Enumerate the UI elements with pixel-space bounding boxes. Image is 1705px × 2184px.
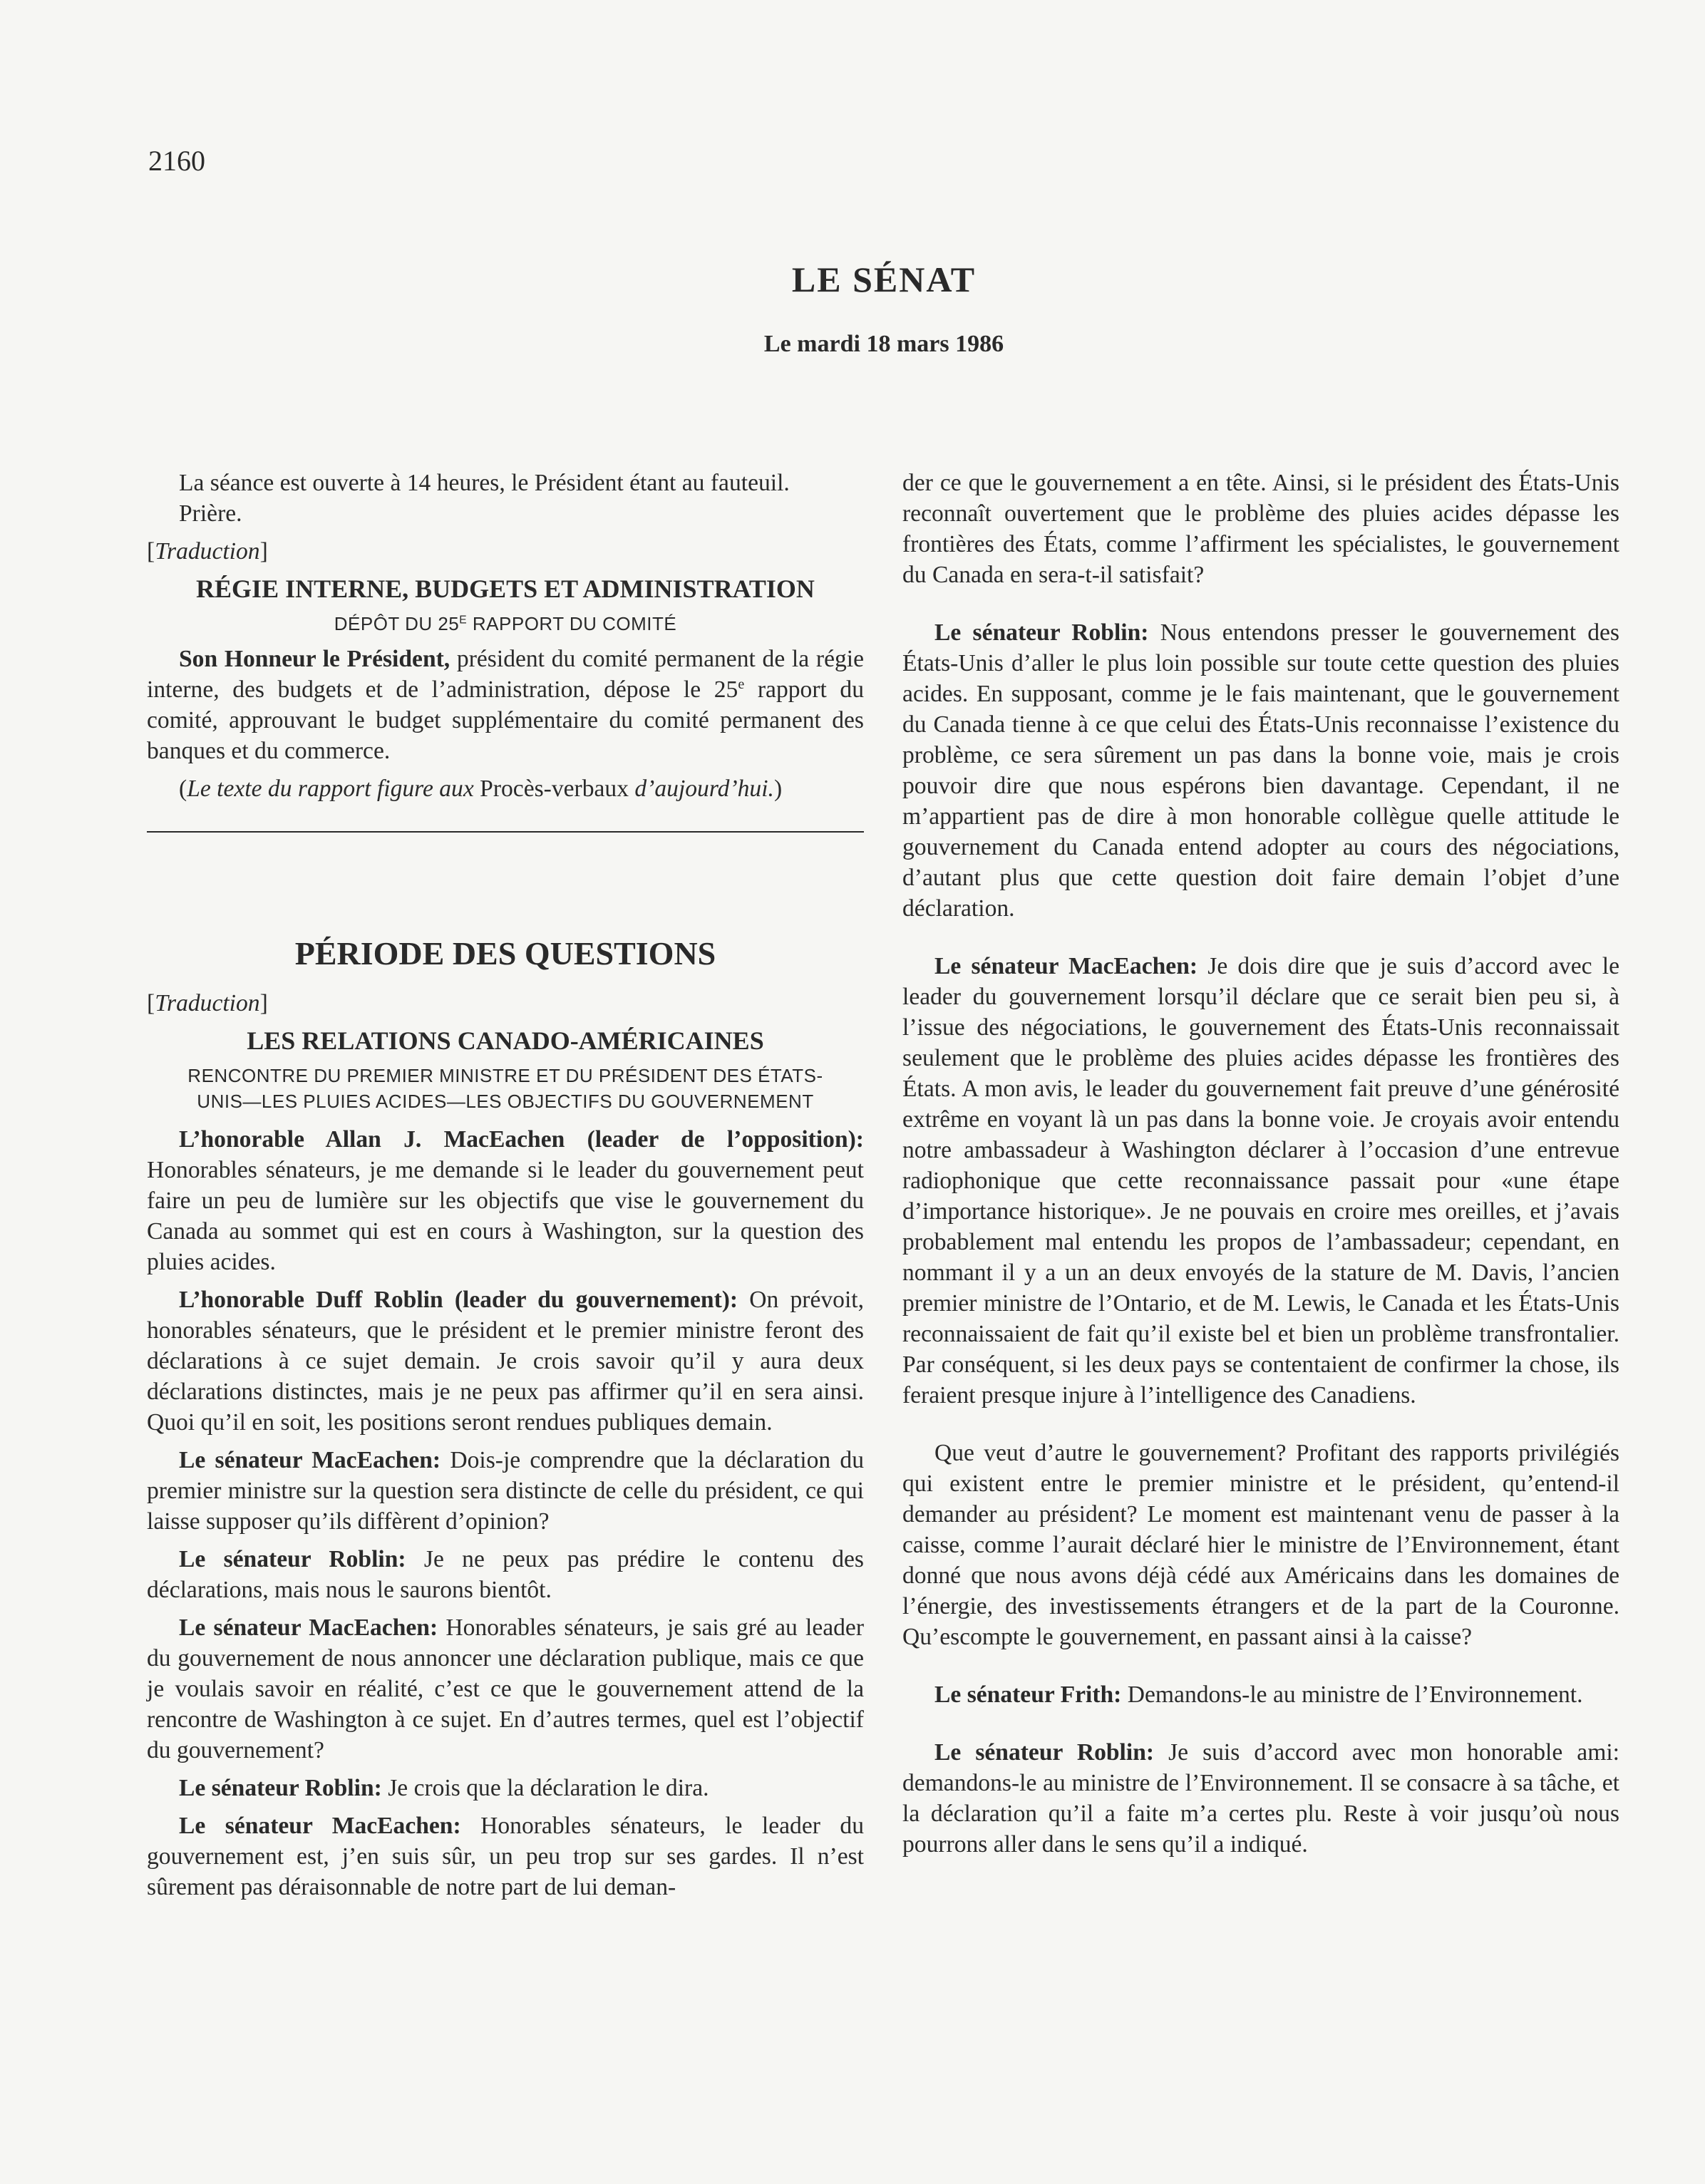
left-column: [147, 468, 864, 1902]
speaker-name: Le sénateur MacEachen:: [179, 1614, 438, 1641]
exchange-paragraph: [147, 1810, 864, 1902]
speaker-name: Le sénateur MacEachen:: [179, 1813, 461, 1839]
exchange-paragraph: [902, 1438, 1619, 1652]
report-paragraph: [147, 644, 864, 766]
speaker-name: Le sénateur MacEachen:: [179, 1447, 441, 1473]
exchange-text: Nous entendons presser le gouvernement des États-Unis d’aller le plus loin possible sur toute cette question des pluies acides. En supposant, comme je le fais maintenant, que le gouvernement du Canada tienne à ce que celui des États-Unis reconnaisse l’existence du problème, ce sera sûrement un pas dans la bonne voie, mais je crois pouvoir dire que nous espérons bien davantage. Cependant, il ne m’appartient pas de dire à mon honorable collègue quelle attitude le gouvernement du Canada entend adopter au cours des négociations, d’autant plus que cette question doit faire demain l’objet d’une déclaration.: [902, 619, 1619, 922]
note-part: d’aujourd’hui.: [634, 776, 774, 802]
report-text: rapport du comité, approuvant le budget supplémentaire du comité permanent des banques et du commerce.: [147, 676, 864, 764]
speaker-name: Le sénateur Roblin:: [179, 1546, 406, 1572]
exchange-text: Honorables sénateurs, je sais gré au leader du gouvernement de nous annoncer une déclaration publique, mais ce que je voulais savoir en réalité, c’est ce que le gouvernement attend de la rencontre de Washington à ce sujet. En d’autres termes, quel est l’objectif du gouvernement?: [147, 1614, 864, 1763]
subheading-part: RAPPORT DU COMITÉ: [467, 613, 677, 634]
speaker-name: Le sénateur Roblin:: [179, 1775, 382, 1801]
speaker-name: L’honorable Duff Roblin (leader du gouvernement):: [179, 1287, 738, 1313]
exchange-paragraph: [902, 617, 1619, 924]
exchange-paragraph: [147, 1773, 864, 1803]
exchange-text: On prévoit, honorables sénateurs, que le président et le premier ministre feront des déclarations à ce sujet demain. Je crois savoir qu’il y aura deux déclarations distinctes, mais je ne peux pas affirmer qu’il en sera ainsi. Quoi qu’il en soit, les positions seront rendues publiques demain.: [147, 1287, 864, 1436]
speaker-name: Le sénateur Frith:: [934, 1681, 1122, 1708]
subheading-sup: E: [459, 614, 468, 627]
exchange-text: Je ne peux pas prédire le contenu des déclarations, mais nous le saurons bientôt.: [147, 1546, 864, 1603]
heading-relations-canado-americaines: LES RELATIONS CANADO-AMÉRICAINES: [247, 1026, 764, 1055]
note-part: Le texte du rapport figure aux: [187, 776, 474, 802]
continuation-paragraph: der ce que le gouvernement a en tête. Ainsi, si le président des États-Unis reconnaît ouvertement que le problème des pluies acides dépasse les frontières des États, comme l’affirment les spécialistes, le gouvernement du Canada en sera-t-il satisfait?: [902, 470, 1619, 588]
speaker-name: Le sénateur Roblin:: [934, 619, 1149, 646]
exchange-text: Que veut d’autre le gouvernement? Profitant des rapports privilégiés qui existent entre le premier ministre et le président, qu’entend-il demander au président? Le moment est maintenant venu de passer à la caisse, comme l’aurait déclaré hier le ministre de l’Environnement, étant donné que nous avons déjà cédé aux Américains dans les domaines de l’énergie, des investissements étrangers et de la part de la Couronne. Qu’escompte le gouvernement, en passant ainsi à la caisse?: [902, 1440, 1619, 1650]
prayer-line: Prière.: [179, 500, 242, 527]
report-sup: e: [738, 676, 745, 692]
section-divider: [147, 831, 864, 833]
exchange-paragraph: [147, 1284, 864, 1438]
subheading-rencontre: RENCONTRE DU PREMIER MINISTRE ET DU PRÉSIDENT DES ÉTATS-UNIS—LES PLUIES ACIDES—LES OBJECTIFS DU GOUVERNEMENT: [187, 1065, 823, 1112]
exchange-paragraph: [147, 1544, 864, 1605]
speaker-name: Son Honneur le Président,: [179, 646, 450, 672]
heading-regie-interne: RÉGIE INTERNE, BUDGETS ET ADMINISTRATION: [196, 575, 815, 603]
exchange-paragraph: [147, 1612, 864, 1766]
speaker-name: Le sénateur MacEachen:: [934, 953, 1198, 979]
exchange-text: Je suis d’accord avec mon honorable ami: demandons-le au ministre de l’Environnement. Il se consacre à sa tâche, et la déclaration qu’il a faite m’a certes plu. Reste à voir jusqu’où nous pourrons aller dans le sens qu’il a indiqué.: [902, 1739, 1619, 1858]
page-number: 2160: [148, 145, 205, 177]
section-title: PÉRIODE DES QUESTIONS: [294, 935, 716, 972]
exchange-text: Dois-je comprendre que la déclaration du premier ministre sur la question sera distincte de celle du président, ce qui laisse supposer qu’ils diffèrent d’opinion?: [147, 1447, 864, 1535]
exchange-paragraph: [147, 1445, 864, 1537]
exchange-text: Honorables sénateurs, je me demande si le leader du gouvernement peut faire un peu de lumière sur les objectifs que vise le gouvernement du Canada au sommet qui est en cours à Washington, sur la question des pluies acides.: [147, 1157, 864, 1275]
translation-tag: [Traduction]: [147, 538, 268, 565]
note-part: ): [773, 776, 783, 802]
page-title: LE SÉNAT: [791, 259, 977, 299]
subheading-part: DÉPÔT DU 25: [334, 613, 460, 634]
right-column: [902, 468, 1619, 1860]
opening-paragraph: La séance est ouverte à 14 heures, le Président étant au fauteuil.: [179, 470, 790, 496]
exchange-text: Honorables sénateurs, le leader du gouvernement est, j’en suis sûr, un peu trop sur ses gardes. Il n’est sûrement pas déraisonnable de notre part de lui deman-: [147, 1813, 864, 1900]
subheading-depot-rapport: [147, 611, 864, 637]
speaker-name: L’honorable Allan J. MacEachen (leader de l’opposition):: [179, 1126, 864, 1153]
note-part: (: [179, 776, 187, 802]
exchange-paragraph: [902, 951, 1619, 1411]
translation-tag-text: Traduction: [155, 990, 260, 1016]
translation-tag: [Traduction]: [147, 990, 268, 1016]
report-note: [147, 773, 864, 804]
exchange-text: Demandons-le au ministre de l’Environnement.: [1121, 1681, 1583, 1708]
question-period-exchanges: [147, 1124, 864, 1902]
exchange-text: Je dois dire que je suis d’accord avec le leader du gouvernement lorsqu’il déclare que ce serait bien peu si, à l’issue des négociations, le gouvernement des États-Unis reconnaissait seulement que le problème des pluies acides dépasse les frontières des États. A mon avis, le leader du gouvernement fait preuve d’une générosité extrême en voyant là un pas dans la bonne voie. Je croyais avoir entendu notre ambassadeur à Washington déclarer à l’occasion d’une entrevue radiophonique que cette reconnaissance passait pour «une étape d’importance historique». Je ne pouvais en croire mes oreilles, et j’avais probablement mal entendu les propos de l’ambassadeur; cependant, en nommant il y a un an deux envoyés de la stature de M. Davis, l’ancien premier ministre de l’Ontario, et de M. Lewis, le Canada et les États-Unis reconnaissaient de fait qu’il existe bel et bien un problème transfrontalier. Par conséquent, si les deux pays se contentaient de confirmer la chose, ils feraient presque injure à l’intelligence des Canadiens.: [902, 953, 1620, 1408]
speaker-name: Le sénateur Roblin:: [934, 1739, 1155, 1766]
exchange-paragraph: [902, 1679, 1619, 1710]
exchange-paragraph: [902, 1737, 1619, 1860]
sitting-date: Le mardi 18 mars 1986: [763, 331, 1004, 357]
exchange-text: Je crois que la déclaration le dira.: [381, 1775, 709, 1801]
translation-tag-text: Traduction: [155, 538, 260, 565]
note-part: Procès-verbaux: [473, 776, 635, 802]
exchange-paragraph: [147, 1124, 864, 1277]
report-text: président du comité permanent de la régie interne, des budgets et de l’administration, dépose le 25: [147, 646, 864, 703]
